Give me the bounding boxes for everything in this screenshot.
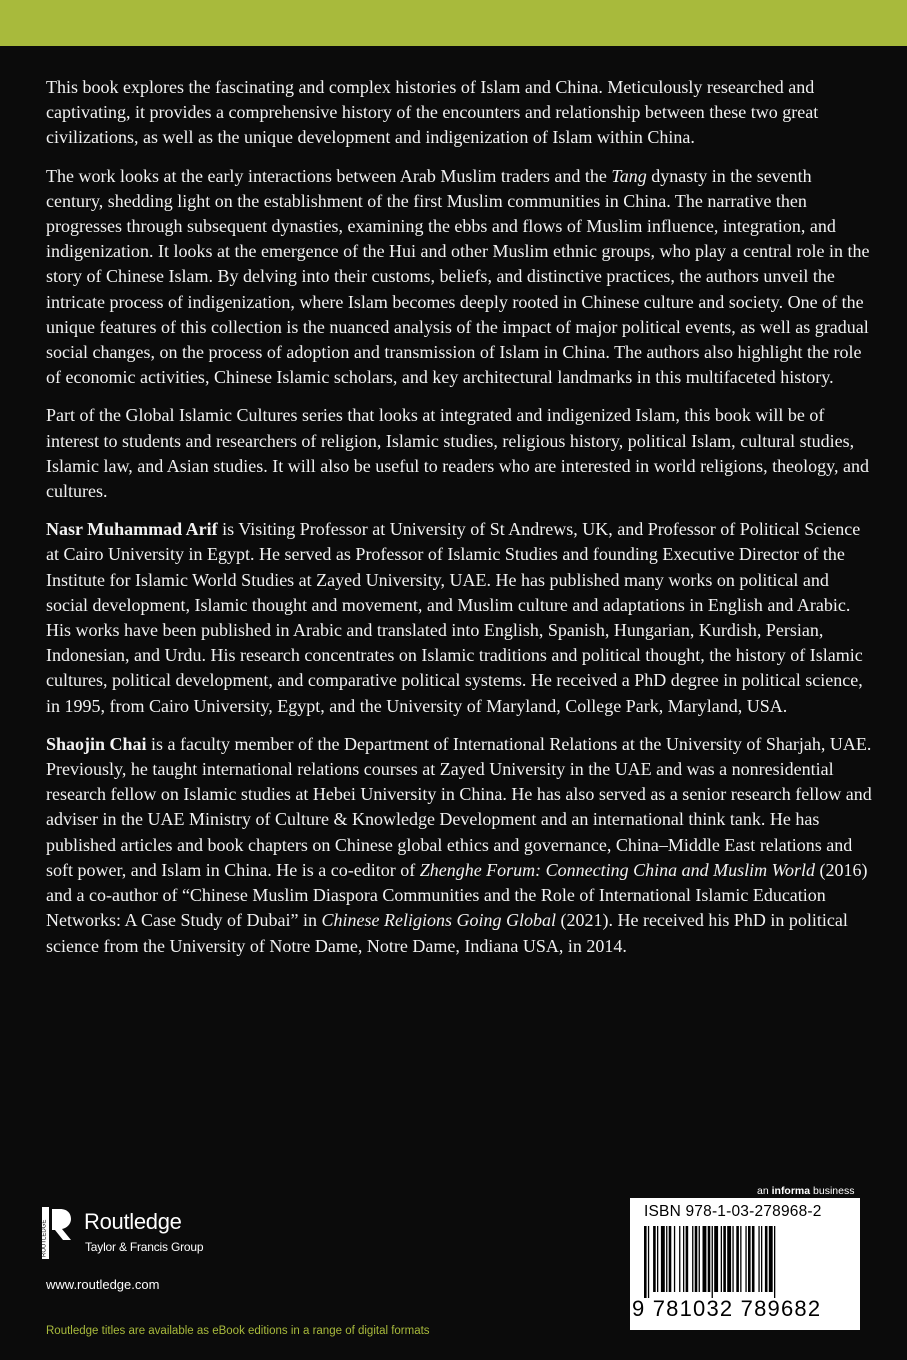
publisher-website: www.routledge.com [46, 1277, 160, 1292]
barcode-digits: 9 781032 789682 [632, 1296, 822, 1321]
informa-business-tag: an informa business [757, 1185, 855, 1197]
barcode-bar [752, 1226, 755, 1292]
barcode-bar [712, 1226, 713, 1298]
author-name-chai: Shaojin Chai [46, 733, 147, 754]
barcode-bar [721, 1226, 722, 1292]
routledge-logo [42, 1207, 242, 1259]
barcode-bar [745, 1226, 746, 1292]
barcode-bar [703, 1226, 707, 1292]
description-paragraph-3: Part of the Global Islamic Cultures series that looks at integrated and indigenized Islam, this book will be of interest to students and researchers of religion, Islamic studies, religious history, political Islam, cultural studies, Islamic law, and Asian studies. It will also be useful to readers who are interested in world religions, theology, and cultures. [46, 405, 869, 502]
barcode-bar [736, 1226, 739, 1292]
barcode-bar [732, 1226, 733, 1292]
barcode-bar [683, 1226, 684, 1292]
barcode-bar [661, 1226, 665, 1292]
barcode-bar [761, 1226, 762, 1292]
barcode-bar [657, 1226, 658, 1292]
barcode-bar [686, 1226, 689, 1292]
tang-italic: Tang [611, 165, 647, 186]
barcode-bar [666, 1226, 667, 1292]
book-title-italic: Chinese Religions Going Global [321, 910, 556, 931]
barcode-bar [769, 1226, 773, 1292]
description-paragraph-1: This book explores the fascinating and complex histories of Islam and China. Meticulously researched and captivating, it provides a comprehensive history of the encounters and relationship between these two great civilizations, as well as the unique development and indigenization of Islam within China. [46, 77, 819, 148]
barcode-bar [765, 1226, 768, 1292]
barcode-bar [714, 1226, 718, 1292]
isbn-barcode [630, 1198, 860, 1330]
isbn-label: ISBN 978-1-03-278968-2 [644, 1203, 822, 1220]
barcode-bar [695, 1226, 698, 1292]
barcode-bar [644, 1226, 647, 1298]
top-accent-band [0, 0, 907, 46]
barcode-bar [740, 1226, 741, 1292]
book-title-italic: Zhenghe Forum: Connecting China and Muslim World [419, 859, 816, 880]
barcode-bar [669, 1226, 672, 1292]
barcode-bar [774, 1226, 775, 1298]
barcode-bar [708, 1226, 711, 1292]
svg-text:ROUTLEDGE: ROUTLEDGE [42, 1219, 48, 1257]
barcode-bar [758, 1226, 759, 1292]
publisher-name: Routledge [84, 1209, 182, 1234]
barcode-bars [644, 1226, 850, 1298]
barcode-bar [679, 1226, 680, 1292]
author-bio-chai: Shaojin Chai is a faculty member of the Department of International Relations at the University of Sharjah, UAE. Previously, he taught international relations courses at Zayed University in the UAE and was a nonresidential research fellow on Islamic studies at Hebei University in China. He has also served as a senior research fellow and adviser in the UAE Ministry of Culture & Knowledge Development and an international think tank. He has published articles and book chapters on Chinese global ethics and governance, China–Middle East relations and soft power, and Islam in China. He is a co-editor of Zhenghe Forum: Connecting China and Muslim World (2016) and a co-author of “Chinese Muslim Diaspora Communities and the Role of International Islamic Education Networks: A Case Study of Dubai” in Chinese Religions Going Global (2021). He received his PhD in political science from the University of Notre Dame, Notre Dame, Indiana USA, in 2014. [46, 733, 872, 956]
author-name-arif: Nasr Muhammad Arif [46, 519, 218, 540]
author-bio-arif: Nasr Muhammad Arif is Visiting Professor at University of St Andrews, UK, and Professor of Political Science at Cairo University in Egypt. He served as Professor of Islamic Studies and founding Executive Director of the Institute for Islamic World Studies at Zayed University, UAE. He has published many works on political and social development, Islamic thought and movement, and Muslim culture and adaptations in English and Arabic. His works have been published in Arabic and translated into English, Spanish, Hungarian, Kurdish, Persian, Indonesian, and Urdu. His research concentrates on Islamic traditions and political thought, the history of Islamic cultures, political development, and comparative political systems. He received a PhD degree in political science, in 1995, from Cairo University, Egypt, and the University of Maryland, College Park, Maryland, USA. [46, 519, 863, 716]
barcode-bar [748, 1226, 751, 1292]
barcode-bar [699, 1226, 700, 1292]
back-cover-text [46, 75, 872, 972]
routledge-mark-icon [42, 1207, 72, 1259]
barcode-bar [723, 1226, 726, 1292]
barcode-bar [674, 1226, 675, 1292]
barcode-bar [648, 1226, 649, 1298]
publisher-group: Taylor & Francis Group [85, 1240, 204, 1254]
description-paragraph-2: The work looks at the early interactions between Arab Muslim traders and the Tang dynasty in the seventh century, shedding light on the establishment of the first Muslim communities in China. The narrative then progresses through subsequent dynasties, examining the ebbs and flows of Muslim influence, integration, and indigenization. It looks at the emergence of the Hui and other Muslim ethnic groups, who play a central role in the story of Chinese Islam. By delving into their customs, beliefs, and distinctive practices, the authors unveil the intricate process of indigenization, where Islam becomes deeply rooted in Chinese culture and society. One of the unique features of this collection is the nuanced analysis of the impact of major political events, as well as gradual social changes, on the process of adoption and transmission of Islam in China. The authors also highlight the role of economic activities, Chinese Islamic scholars, and key architectural landmarks in this multifaceted history. [46, 165, 870, 388]
barcode-bar [653, 1226, 656, 1292]
barcode-bar [692, 1226, 693, 1292]
ebook-note: Routledge titles are available as eBook editions in a range of digital formats [46, 1325, 430, 1337]
barcode-bar [727, 1226, 731, 1292]
